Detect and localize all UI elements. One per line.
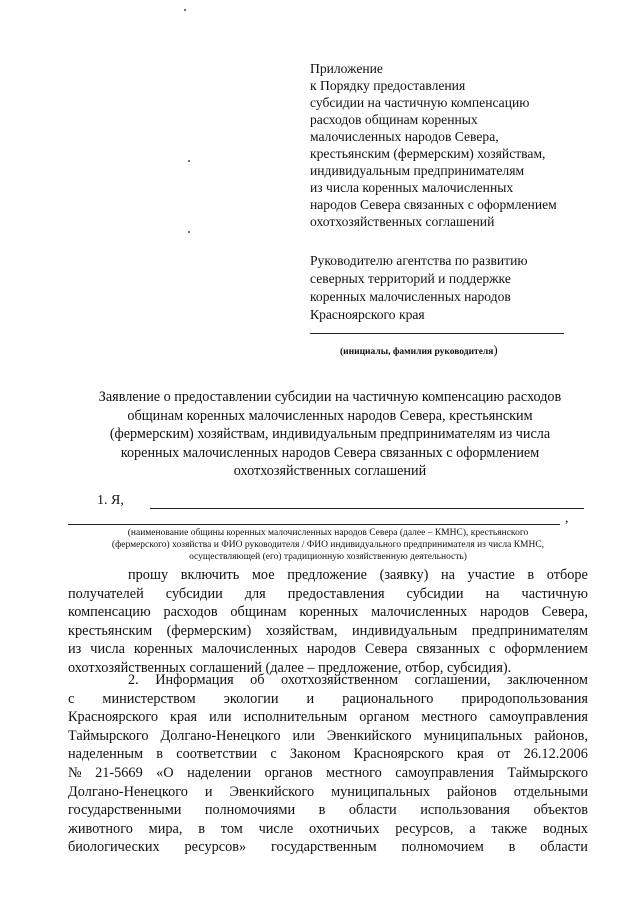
word: предоставления: [287, 585, 385, 602]
title-line: общинам коренных малочисленных народов Севера, крестьянским: [127, 407, 533, 424]
word: народов: [479, 604, 529, 621]
body-line: [68, 566, 588, 585]
word: местного: [421, 709, 478, 726]
appendix-line: охотхозяйственных соглашений: [310, 214, 495, 229]
word: Красноярского: [68, 709, 158, 726]
word: края: [456, 746, 484, 763]
word: в: [508, 839, 516, 856]
scan-speck: [188, 231, 190, 233]
word: наделении: [187, 764, 252, 781]
word: министерством: [102, 690, 196, 707]
word: исполнительным: [243, 709, 348, 726]
word: с: [68, 690, 75, 707]
body-line: [68, 671, 588, 690]
word: рационального: [342, 690, 434, 707]
body-line: [68, 820, 588, 839]
word: полномочием: [401, 839, 484, 856]
appendix-line: индивидуальным предпринимателям: [310, 163, 525, 178]
document-title: [60, 388, 600, 481]
word: крестьянским: [68, 622, 153, 639]
body-line: [68, 640, 588, 659]
word: районов: [446, 783, 497, 800]
word: и: [204, 783, 213, 800]
paragraph-1-body: [68, 566, 588, 678]
applicant-name-fill-line: [150, 508, 584, 509]
word: компенсацию: [68, 604, 151, 621]
word: индивидуальным: [351, 622, 458, 639]
word: хозяйствам,: [265, 622, 338, 639]
word: и: [306, 690, 315, 707]
word: соглашении,: [414, 672, 491, 688]
word: 2.: [128, 672, 139, 688]
body-line: [68, 783, 588, 802]
word: Информация: [155, 672, 234, 688]
paragraph-1-lead: 1. Я,: [97, 493, 124, 508]
word: также: [491, 820, 528, 837]
word: водных: [542, 820, 588, 837]
word: Эвенкийского: [229, 783, 315, 800]
word: охотничьих: [309, 820, 380, 837]
word: 21-5669: [95, 764, 143, 781]
word: биологических: [68, 839, 160, 856]
word: мое: [251, 567, 275, 583]
word: ресурсов,: [395, 820, 454, 837]
word: субсидии: [165, 585, 223, 602]
word: Таймырского: [507, 764, 588, 781]
word: малочисленных: [371, 604, 468, 621]
addressee-line: Красноярского края: [310, 307, 425, 322]
word: из: [68, 641, 82, 658]
signature-caption-paren: ): [493, 342, 498, 357]
appendix-line: из числа коренных малочисленных: [310, 180, 514, 195]
word: получателей: [68, 585, 144, 602]
word: предпринимателям: [471, 622, 588, 639]
word: объектов: [533, 802, 588, 819]
word: в: [318, 802, 326, 819]
body-line: [68, 838, 588, 857]
word: №: [68, 764, 82, 781]
word: в: [198, 820, 205, 837]
word: местного: [326, 764, 382, 781]
caption-line: (наименование общины коренных малочисленных народов Севера (далее – КМНС), крестьянского: [127, 528, 529, 538]
word: для: [244, 585, 266, 602]
word: природопользования: [461, 690, 588, 707]
word: использования: [420, 802, 510, 819]
word: в: [527, 567, 535, 583]
word: Севера,: [541, 604, 588, 621]
addressee-line: коренных малочисленных народов: [310, 289, 511, 304]
body-line: [68, 764, 588, 783]
addressee-line: Руководителю агентства по развитию: [310, 253, 528, 268]
word: Таймырского: [68, 727, 149, 744]
appendix-line: народов Севера связанных с оформлением: [310, 197, 557, 212]
word: частичную: [521, 585, 588, 602]
body-line: [68, 708, 588, 727]
word: а: [469, 820, 476, 837]
word: прошу: [128, 567, 169, 583]
caption-line: (фермерского) хозяйства и ФИО руководителя / ФИО индивидуального предпринимателя из числа КМНС,: [111, 540, 545, 550]
signature-caption-text: (инициалы, фамилия руководителя: [340, 347, 494, 357]
word: предложение: [287, 567, 368, 583]
word: животного: [68, 820, 133, 837]
word: Эвенкийского: [326, 727, 412, 744]
word: общинам: [230, 604, 287, 621]
body-line: [68, 585, 588, 604]
body-line: [68, 745, 588, 764]
body-line: [68, 603, 588, 622]
word: с: [488, 641, 496, 658]
scan-speck: [184, 9, 186, 11]
word: государственными: [68, 802, 182, 819]
word: том: [220, 820, 243, 837]
scan-speck: [188, 160, 190, 162]
word: или: [209, 709, 232, 726]
signature-fill-line: [310, 333, 564, 334]
word: коренных: [133, 641, 193, 658]
word: районов,: [534, 727, 588, 744]
word: Красноярского: [353, 746, 444, 763]
word: 26.12.2006: [523, 746, 588, 763]
word: связанных: [416, 641, 480, 658]
word: (фермерским): [166, 622, 252, 639]
title-line: Заявление о предоставлении субсидии на частичную компенсацию расходов: [98, 389, 562, 405]
word: ресурсов»: [184, 839, 247, 856]
word: на: [440, 567, 455, 583]
appendix-line: субсидии на частичную компенсацию: [310, 95, 530, 110]
word: мира,: [148, 820, 183, 837]
body-line: охотхозяйственных соглашений (далее – предложение, отбор, субсидия).: [68, 659, 512, 676]
body-line: [68, 622, 588, 641]
addressee-line: северных территорий и поддержке: [310, 271, 511, 286]
word: (заявку): [379, 567, 429, 583]
word: органов: [264, 764, 313, 781]
title-line: охотхозяйственных соглашений: [233, 463, 427, 479]
body-line: [68, 801, 588, 820]
body-line: [68, 690, 588, 709]
word: об: [250, 672, 265, 688]
word: с: [270, 746, 277, 763]
word: самоуправления: [489, 709, 588, 726]
paragraph-2-body: [68, 671, 588, 857]
word: области: [348, 802, 397, 819]
signature-caption: [340, 342, 498, 358]
appendix-header: [310, 60, 610, 230]
word: охотхозяйственном: [281, 672, 399, 688]
addressee-block: [310, 252, 610, 324]
word: субсидии: [406, 585, 464, 602]
appendix-line: Приложение: [310, 61, 383, 76]
word: полномочиями: [204, 802, 296, 819]
caption-line: осуществляющей (его) традиционную хозяйственную деятельность): [189, 552, 467, 562]
word: малочисленных: [201, 641, 298, 658]
word: государственным: [270, 839, 377, 856]
word: участие: [467, 567, 515, 583]
appendix-line: расходов общинам коренных: [310, 112, 478, 127]
word: муниципальных: [331, 783, 431, 800]
word: «О: [156, 764, 174, 781]
word: отборе: [546, 567, 588, 583]
body-line: [68, 727, 588, 746]
word: экологии: [223, 690, 279, 707]
word: Севера: [364, 641, 408, 658]
word: числа: [90, 641, 125, 658]
word: Долгано-Ненецкого: [160, 727, 281, 744]
applicant-name-fill-line-2: [68, 524, 560, 525]
word: муниципальных: [423, 727, 523, 744]
word: Долгано-Ненецкого: [68, 783, 188, 800]
applicant-line-comma: ,: [565, 511, 569, 526]
word: заключенном: [507, 672, 588, 688]
word: края: [170, 709, 198, 726]
word: Законом: [289, 746, 341, 763]
word: отдельными: [513, 783, 588, 800]
appendix-line: крестьянским (фермерским) хозяйствам,: [310, 146, 546, 161]
word: или: [292, 727, 315, 744]
word: на: [485, 585, 500, 602]
word: расходов: [163, 604, 218, 621]
word: коренных: [299, 604, 359, 621]
word: соответствии: [176, 746, 258, 763]
word: наделенным: [68, 746, 144, 763]
appendix-line: малочисленных народов Севера,: [310, 129, 499, 144]
word: органом: [359, 709, 410, 726]
title-line: (фермерским) хозяйствам, индивидуальным предпринимателям из числа: [109, 426, 551, 442]
word: числе: [258, 820, 294, 837]
word: самоуправления: [395, 764, 494, 781]
word: от: [497, 746, 511, 763]
word: в: [156, 746, 164, 763]
appendix-line: к Порядку предоставления: [310, 78, 466, 93]
word: области: [540, 839, 588, 856]
word: народов: [306, 641, 356, 658]
title-line: коренных малочисленных народов Севера связанных с оформлением: [120, 444, 540, 461]
word: оформлением: [504, 641, 588, 658]
word: включить: [180, 567, 240, 583]
applicant-caption: [68, 527, 588, 563]
